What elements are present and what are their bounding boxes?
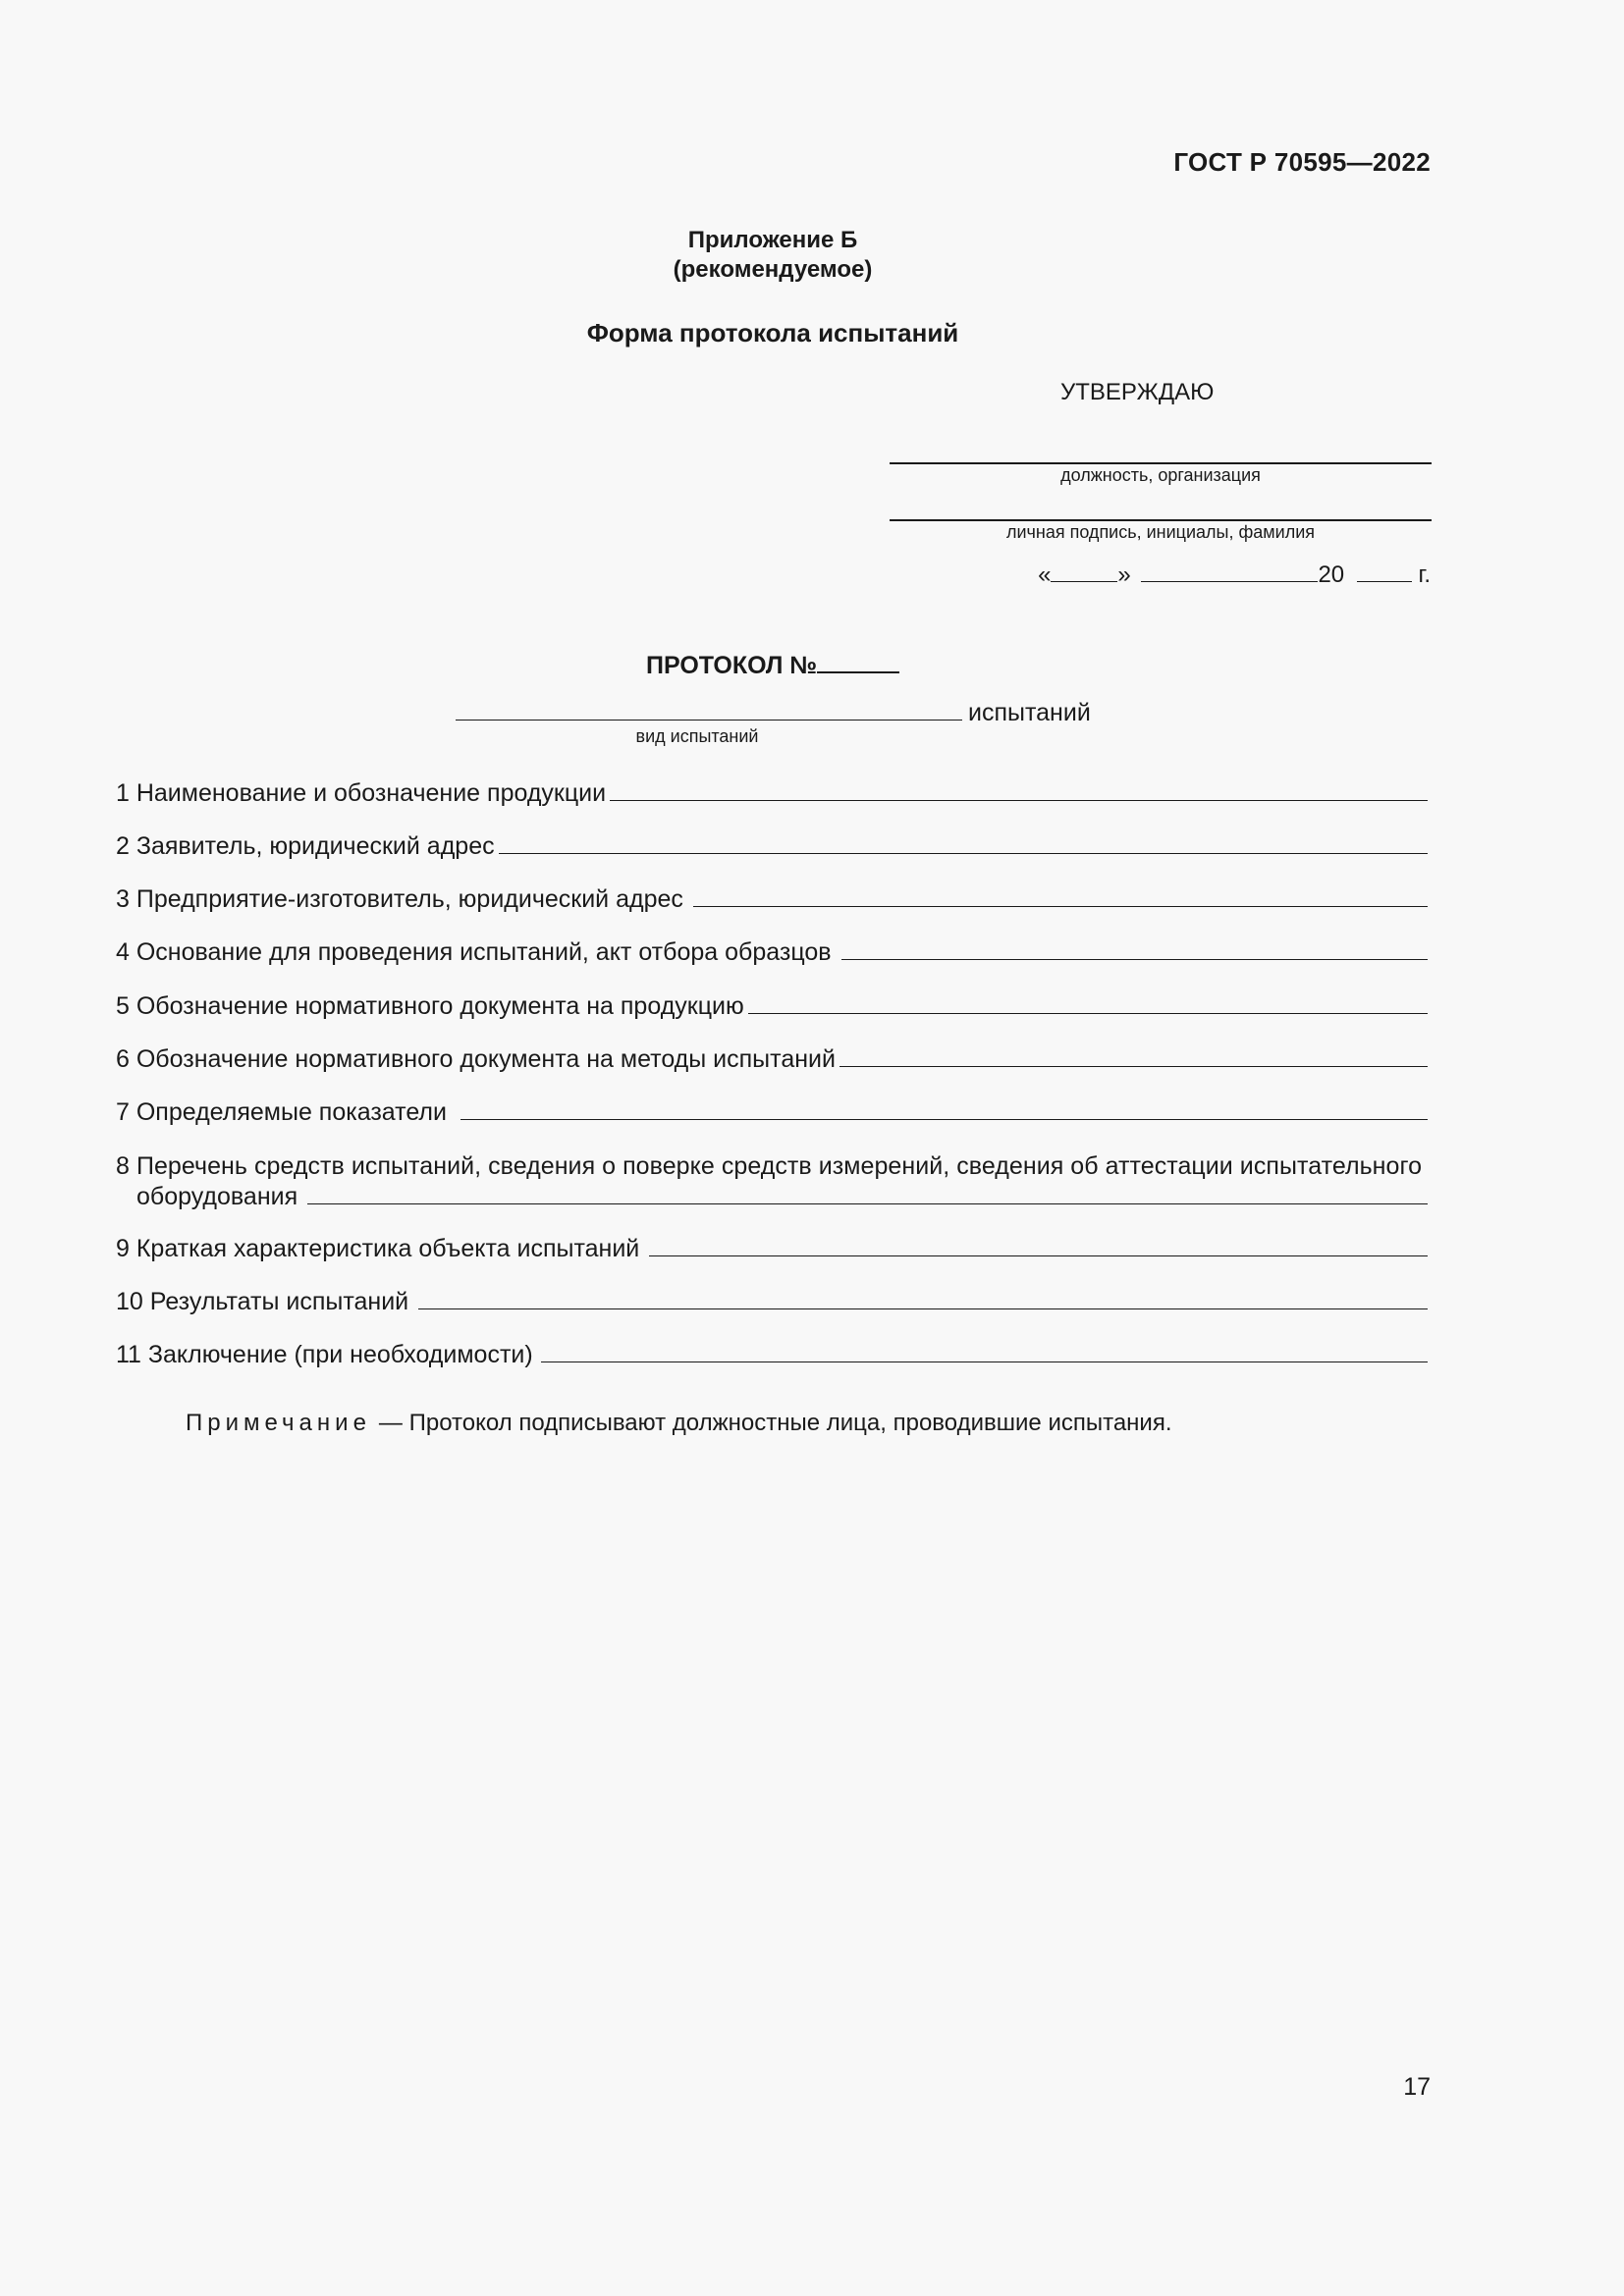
protocol-title [646,650,899,680]
protocol-title-text: ПРОТОКОЛ № [646,652,818,679]
page-number: 17 [1403,2073,1431,2101]
date-open-quote: « [1038,561,1052,588]
list-item-label-continued: оборудования [136,1183,298,1210]
list-item [116,1288,1428,1316]
list-item-label: 6 Обозначение нормативного документа на методы испытаний [116,1045,836,1073]
list-item-label: 7 Определяемые показатели [116,1098,447,1126]
list-item-label: 8 Перечень средств испытаний, сведения о поверке средств измерений, сведения об аттестации испытательного [116,1152,1423,1180]
approval-label: УТВЕРЖДАЮ [1060,379,1215,405]
date-day-blank[interactable] [1051,561,1117,582]
list-item [116,938,1428,967]
list-item [116,779,1428,808]
list-item-label: 1 Наименование и обозначение продукции [116,779,607,807]
protocol-number-blank[interactable] [817,650,899,673]
list-item-fill-line[interactable] [307,1186,1428,1204]
list-item-fill-line[interactable] [460,1101,1428,1120]
appendix-status: (рекомендуемое) [673,256,873,283]
position-caption: должность, организация [1060,465,1261,485]
list-item-label: 5 Обозначение нормативного документа на продукцию [116,992,744,1020]
list-item-label: 4 Основание для проведения испытаний, акт отбора образцов [116,938,832,966]
list-item [116,832,1428,861]
appendix-title: Приложение Б [687,227,858,253]
signature-caption: личная подпись, инициалы, фамилия [1005,522,1316,542]
test-kind-blank[interactable] [456,698,962,721]
list-item-fill-line[interactable] [541,1344,1428,1362]
list-item-label: 10 Результаты испытаний [116,1288,409,1315]
list-item-fill-line[interactable] [839,1048,1428,1067]
list-item [116,1235,1428,1263]
approval-date [1038,561,1431,589]
list-item-fill-line[interactable] [610,782,1428,801]
list-item-fill-line[interactable] [693,888,1428,907]
personal-signature-line[interactable] [890,519,1432,521]
list-item-fill-line[interactable] [649,1238,1428,1256]
date-month-blank[interactable] [1141,561,1318,582]
date-year-blank[interactable] [1357,561,1412,582]
list-item-fill-line[interactable] [748,995,1428,1014]
list-item-label: 2 Заявитель, юридический адрес [116,832,495,860]
list-item-continuation [116,1182,1428,1212]
form-title: Форма протокола испытаний [586,318,959,347]
list-item-fill-line[interactable] [499,835,1428,854]
position-signature-line[interactable] [890,462,1432,464]
test-kind-caption: вид испытаний [635,726,759,746]
list-item-label: 11 Заключение (при необходимости) [116,1341,533,1368]
date-year-prefix: 20 [1318,561,1345,588]
list-item [116,1341,1428,1369]
test-kind-suffix: испытаний [968,699,1091,726]
list-item [116,885,1428,914]
list-item [116,1045,1428,1074]
list-item-multiline [116,1151,1432,1212]
list-item [116,992,1428,1021]
date-year-suffix: г. [1418,561,1431,588]
note-text: — Протокол подписывают должностные лица, проводившие испытания. [378,1410,1172,1436]
test-kind-line [456,698,1091,727]
standard-code: ГОСТ Р 70595—2022 [1173,147,1431,177]
list-item-label: 3 Предприятие-изготовитель, юридический адрес [116,885,683,913]
note-lead: Примечание [186,1410,371,1436]
list-item-fill-line[interactable] [418,1291,1428,1309]
list-item-label: 9 Краткая характеристика объекта испытаний [116,1235,640,1262]
date-close-quote: » [1117,561,1131,588]
appendix-heading [0,226,1545,285]
list-item-fill-line[interactable] [841,941,1428,960]
note [186,1410,1171,1437]
list-item [116,1098,1428,1127]
